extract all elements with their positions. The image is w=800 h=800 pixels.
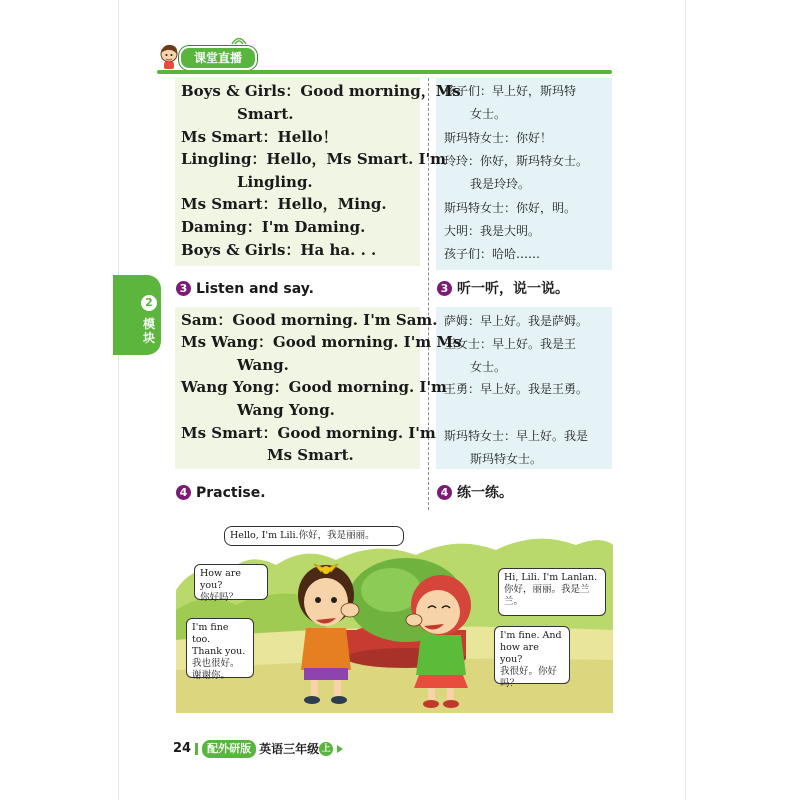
section3-line-en: Wang Yong：Good morning. I'm (181, 378, 447, 396)
section3-line-cn: 女士。 (470, 360, 507, 374)
dialogue-line-cn: 孩子们：哈哈…… (444, 247, 541, 261)
footer-book-title: 英语三年级 (259, 741, 320, 756)
section3-line-en: Ms Wang：Good morning. I'm Ms (181, 333, 462, 351)
section3-number-cn: 3 (437, 281, 452, 296)
section3-line-en: Ms Smart. (267, 446, 354, 464)
dialogue-line-en: Ms Smart：Hello！ (181, 128, 338, 146)
dialogue-line-en: Smart. (237, 105, 294, 123)
dialogue-line-cn: 我是玲玲。 (470, 177, 531, 191)
section3-line-en: Wang Yong. (237, 401, 335, 419)
page-number: 24 (173, 740, 192, 756)
dialogue-line-cn: 玲玲：你好，斯玛特女士。 (444, 154, 589, 168)
section4-title-en-text: Practise. (196, 485, 266, 501)
speech-bubble-lili-intro: Hello, I'm Lili.你好，我是丽丽。 (224, 526, 404, 546)
header-badge (157, 42, 253, 68)
page-footer (173, 738, 343, 758)
section3-title-en (176, 280, 314, 298)
section3-title-en-text: Listen and say. (196, 281, 314, 297)
speech-bubble-lili-reply: I'm fine too. Thank you. 我也很好。 谢谢你。 (186, 618, 254, 678)
section3-title-cn (437, 280, 569, 298)
module-number: 2 (141, 295, 157, 311)
section3-line-cn: 斯玛特女士：早上好。我是 (444, 429, 589, 443)
dialogue-line-en: Boys & Girls：Ha ha. . . (181, 241, 377, 259)
practise-comic (176, 520, 613, 713)
dialogue-line-en: Lingling. (237, 173, 313, 191)
footer-separator (195, 743, 198, 755)
dialogue-line-en: Ms Smart：Hello，Ming. (181, 195, 387, 213)
section3-line-en: Ms Smart：Good morning. I'm (181, 424, 436, 442)
speech-bubble-lili-question: How are you? 你好吗？ (194, 564, 268, 600)
dialogue-line-en: Lingling：Hello，Ms Smart. I'm (181, 150, 446, 168)
dialogue-line-en: Daming：I'm Daming. (181, 218, 366, 236)
section3-title-cn-text: 听一听，说一说。 (457, 281, 569, 297)
signal-icon (231, 36, 247, 46)
footer-volume-badge: 上 (319, 742, 333, 756)
section4-number: 4 (176, 485, 191, 500)
module-label: 模块 (142, 317, 155, 345)
dialogue-line-cn: 斯玛特女士：你好！ (444, 131, 553, 145)
header-rule (157, 70, 612, 74)
dialogue-line-cn: 大明：我是大明。 (444, 224, 541, 238)
section3-line-en: Wang. (237, 356, 289, 374)
header-badge-label: 课堂直播 (179, 46, 257, 70)
section4-number-cn: 4 (437, 485, 452, 500)
section3-line-cn: 萨姆：早上好。我是萨姆。 (444, 314, 589, 328)
section3-line-cn: 王女士：早上好。我是王 (444, 337, 577, 351)
speech-bubble-lanlan-intro: Hi, Lili. I'm Lanlan. 你好，丽丽。我是兰 兰。 (498, 568, 606, 616)
dialogue-line-cn: 孩子们：早上好，斯玛特 (444, 84, 577, 98)
section3-line-cn: 王勇：早上好。我是王勇。 (444, 382, 589, 396)
column-divider (428, 78, 429, 510)
dialogue-line-en: Boys & Girls：Good morning，Ms (181, 82, 461, 100)
section3-line-en: Sam：Good morning. I'm Sam. (181, 311, 438, 329)
section3-number: 3 (176, 281, 191, 296)
module-side-tab (113, 275, 161, 355)
section4-title-cn (437, 484, 513, 502)
section4-title-cn-text: 练一练。 (457, 485, 513, 501)
section4-title-en (176, 484, 266, 502)
footer-series-label: 配外研版 (202, 740, 256, 758)
arrow-right-icon (337, 745, 343, 753)
speech-bubble-lanlan-reply: I'm fine. And how are you? 我很好。你好 吗？ (494, 626, 570, 684)
dialogue-line-cn: 女士。 (470, 107, 507, 121)
dialogue-line-cn: 斯玛特女士：你好，明。 (444, 201, 577, 215)
section3-line-cn: 斯玛特女士。 (470, 452, 543, 466)
